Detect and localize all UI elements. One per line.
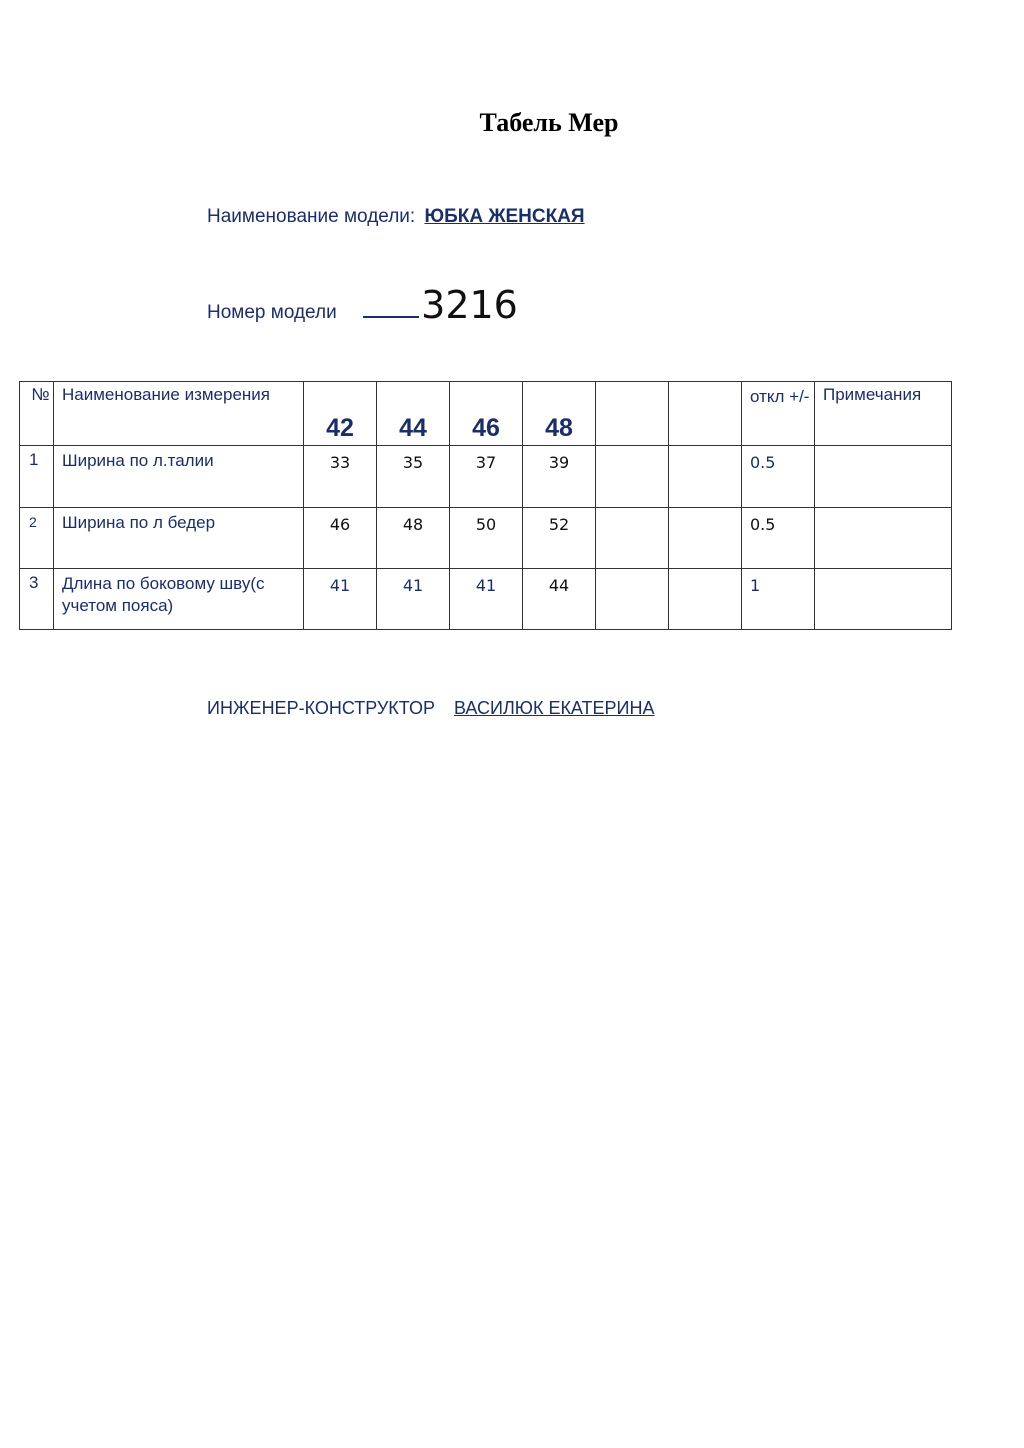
row-measurement-name: Ширина по л.талии	[54, 446, 304, 508]
row-tolerance: 0.5	[742, 508, 815, 569]
measurements-table	[19, 381, 952, 630]
row-notes	[815, 569, 952, 630]
row-value	[669, 508, 742, 569]
table-header-row	[20, 382, 952, 446]
row-tolerance: 0.5	[742, 446, 815, 508]
row-measurement-name: Длина по боковому шву(с учетом пояса)	[54, 569, 304, 630]
row-value: 41	[304, 569, 377, 630]
row-value: 50	[450, 508, 523, 569]
header-measurement-name: Наименование измерения	[54, 382, 304, 446]
header-size-empty	[669, 382, 742, 446]
row-number: 1	[20, 446, 54, 508]
header-tolerance: откл +/-	[742, 382, 815, 446]
header-number: №	[20, 382, 54, 446]
header-notes: Примечания	[815, 382, 952, 446]
table-row	[20, 569, 952, 630]
model-name-value: ЮБКА ЖЕНСКАЯ	[424, 206, 585, 227]
row-measurement-name: Ширина по л бедер	[54, 508, 304, 569]
row-value	[596, 569, 669, 630]
header-size-46: 46	[450, 382, 523, 446]
row-value: 41	[450, 569, 523, 630]
row-value	[596, 508, 669, 569]
row-value: 37	[450, 446, 523, 508]
table-row	[20, 446, 952, 508]
row-value: 33	[304, 446, 377, 508]
row-number: 3	[20, 569, 54, 630]
header-size-44: 44	[377, 382, 450, 446]
model-number-underline	[363, 316, 419, 318]
engineer-role: ИНЖЕНЕР-КОНСТРУКТОР	[207, 698, 435, 718]
model-number-label: Номер модели	[207, 302, 337, 323]
row-notes	[815, 446, 952, 508]
row-tolerance: 1	[742, 569, 815, 630]
table-row	[20, 508, 952, 569]
row-notes	[815, 508, 952, 569]
header-size-42: 42	[304, 382, 377, 446]
row-value	[669, 446, 742, 508]
row-value	[596, 446, 669, 508]
model-name-label: Наименование модели:	[207, 206, 416, 227]
header-size-empty	[596, 382, 669, 446]
row-value: 39	[523, 446, 596, 508]
row-value: 52	[523, 508, 596, 569]
engineer-name: ВАСИЛЮК ЕКАТЕРИНА	[454, 698, 655, 718]
model-number-value: 3216	[421, 283, 518, 327]
row-value: 48	[377, 508, 450, 569]
model-name-line	[207, 206, 585, 228]
row-value: 35	[377, 446, 450, 508]
header-size-48: 48	[523, 382, 596, 446]
row-value: 44	[523, 569, 596, 630]
row-value: 46	[304, 508, 377, 569]
document-title: Табель Мер	[479, 108, 619, 137]
row-value	[669, 569, 742, 630]
model-number-line	[207, 283, 518, 327]
row-value: 41	[377, 569, 450, 630]
row-number: 2	[20, 508, 54, 569]
signature-line	[207, 698, 654, 719]
